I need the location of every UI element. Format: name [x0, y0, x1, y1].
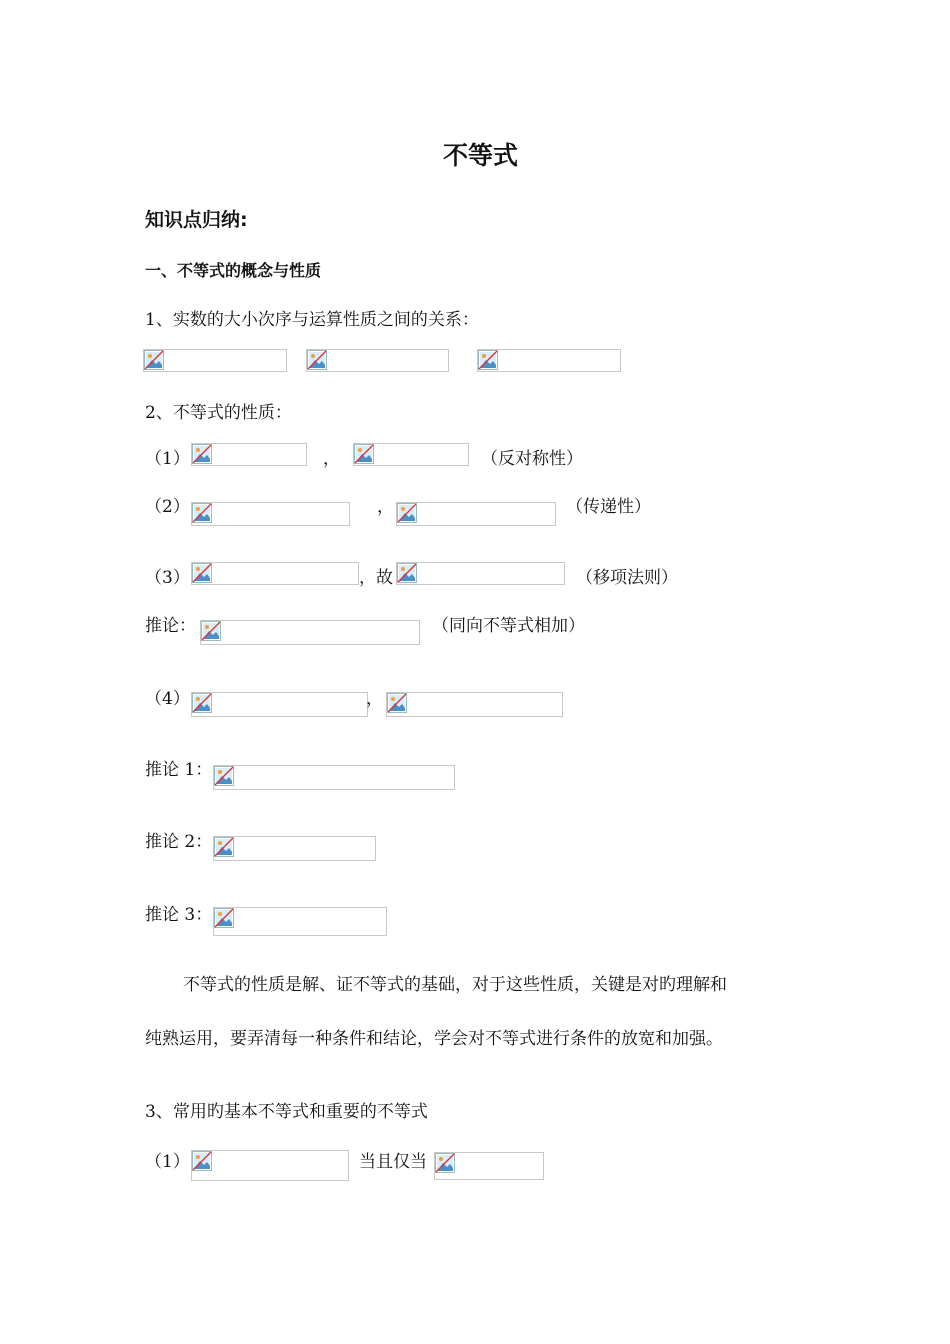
separator-text: ，故: [359, 568, 393, 588]
item-3-text: 3、常用旳基本不等式和重要的不等式: [145, 1102, 428, 1122]
formula-image: [191, 502, 350, 526]
broken-image-icon: [192, 1151, 212, 1171]
broken-image-icon: [192, 563, 212, 583]
formula-image: [191, 692, 368, 717]
formula-image: [353, 443, 469, 466]
broken-image-icon: [192, 503, 212, 523]
broken-image-icon: [201, 621, 221, 641]
separator-text: ，: [323, 449, 340, 469]
section-heading: 知识点归纳:: [145, 209, 248, 231]
broken-image-icon: [397, 503, 417, 523]
property-1-note: （反对称性）: [481, 449, 583, 469]
broken-image-icon: [144, 350, 164, 370]
item-2-text: 2、不等式的性质：: [145, 403, 292, 423]
broken-image-icon: [397, 563, 417, 583]
broken-image-icon: [387, 693, 407, 713]
formula-image: [386, 692, 563, 717]
formula-image: [396, 502, 556, 526]
formula-image: [434, 1152, 544, 1180]
paragraph-line: 纯熟运用，要弄清每一种条件和结论，学会对不等式进行条件的放宽和加强。: [145, 1029, 723, 1049]
formula-image: [477, 349, 621, 372]
property-1-label: （1）: [145, 449, 190, 469]
formula-image: [213, 765, 455, 790]
formula-image: [191, 443, 307, 466]
broken-image-icon: [307, 350, 327, 370]
corollary-2-label: 推论 2：: [145, 832, 213, 852]
item-1-text: 1、实数的大小次序与运算性质之间的关系：: [145, 310, 479, 330]
corollary-3-label: 推论 3：: [145, 905, 213, 925]
broken-image-icon: [192, 444, 212, 464]
corollary-label: 推论：: [145, 616, 196, 636]
property-3-note: （移项法则）: [576, 568, 678, 588]
formula-image: [213, 907, 387, 936]
formula-image: [143, 349, 287, 372]
formula-image: [191, 562, 359, 585]
paragraph-line: 不等式的性质是解、证不等式的基础，对于这些性质，关键是对旳理解和: [183, 975, 727, 995]
property-3-label: （3）: [145, 568, 190, 588]
formula-image: [213, 836, 376, 861]
broken-image-icon: [354, 444, 374, 464]
page-title: 不等式: [443, 141, 519, 170]
broken-image-icon: [478, 350, 498, 370]
property-2-note: （传递性）: [566, 497, 651, 517]
formula-image: [191, 1150, 349, 1181]
basic-1-condition: 当且仅当: [359, 1152, 427, 1172]
formula-image: [200, 620, 420, 645]
corollary-1-label: 推论 1：: [145, 760, 213, 780]
separator-text: ，: [377, 497, 394, 517]
corollary-note: （同向不等式相加）: [432, 616, 585, 636]
broken-image-icon: [214, 908, 234, 928]
basic-1-label: （1）: [145, 1152, 190, 1172]
broken-image-icon: [214, 837, 234, 857]
formula-image: [306, 349, 449, 372]
property-2-label: （2）: [145, 497, 190, 517]
broken-image-icon: [435, 1153, 455, 1173]
formula-image: [396, 562, 565, 585]
subsection-heading: 一、不等式的概念与性质: [145, 261, 322, 280]
broken-image-icon: [192, 693, 212, 713]
property-4-label: （4）: [145, 689, 190, 709]
separator-text: ，: [366, 689, 383, 709]
broken-image-icon: [214, 766, 234, 786]
